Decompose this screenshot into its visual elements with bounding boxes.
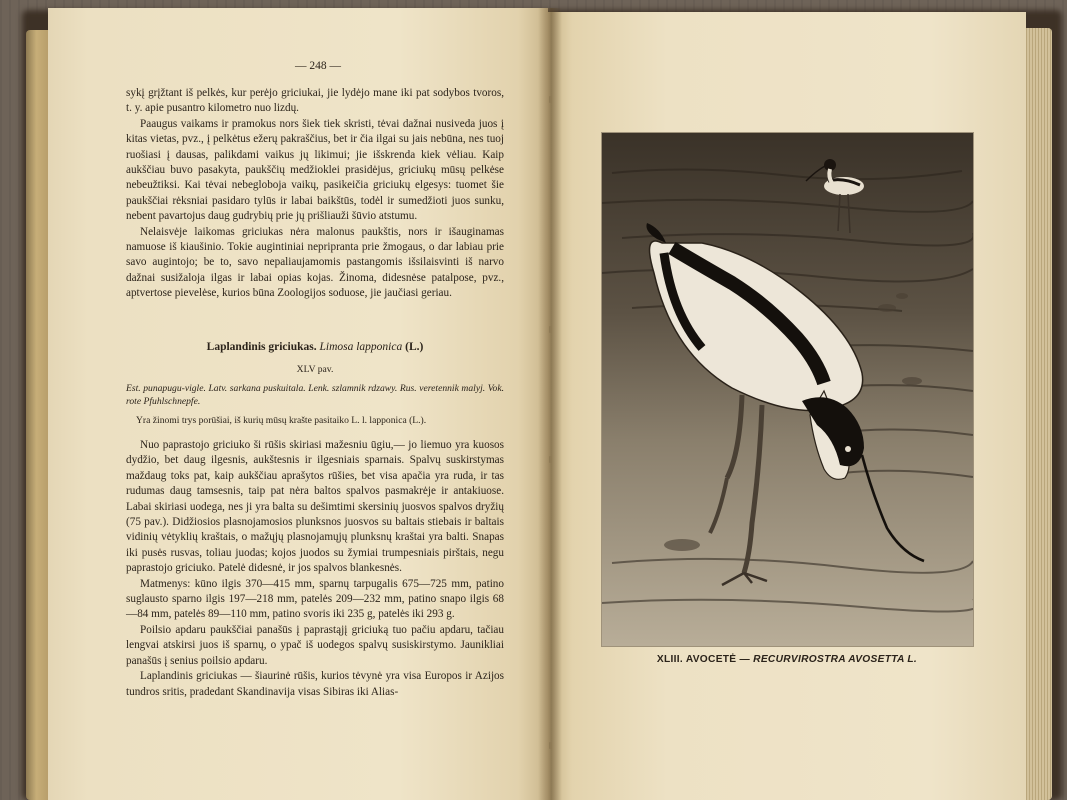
paragraph: Paaugus vaikams ir pramokus nors šiek tiek skristi, tėvai dažnai nusiveda juos į kitas vietas, pvz., į pelkėtus ežerų pakraščius, bet ir čia ilgai su jais nebūna, nes tuoj ruošiasi į dausas, palikdami vaikus jų likimui; jie išskrenda kiek vėliau. Kaip aukščiau buvo pasakyta, paukščių medžioklei prasidėjus, griciukų mūsų pelkėse nebeužtiksi. Kai tėvai nebegloboja vaikų, pasikeičia griciukų elgesys: tuomet šie paukščiai rėksniai pasidaro tylūs ir labai baikštūs, todėl ir sumedžioti juos sunku, nebent pavartojus daug gudrybių prie jų prišliauži šūvio atstumu. <box>126 117 504 223</box>
paragraph: Matmenys: kūno ilgis 370—415 mm, sparnų tarpugalis 675—725 mm, patino suglausto sparno ilgis 197—218 mm, patelės 209—232 mm, patino snapo ilgis 68—84 mm, patelės 89—110 mm, patino svoris iki 235 g, patelės iki 293 g. <box>126 577 504 621</box>
binding-stitch <box>549 96 552 103</box>
section-author: (L.) <box>405 341 424 353</box>
paragraph: Nelaisvėje laikomas griciukas nėra malonus paukštis, nors ir išauginamas namuose iš kiaušinio. Tokie augintiniai nepripranta prie žmogaus, o dar labiau prie savo augintojo; be to, savo nepaliaujamomis pastangomis išsilaisvinti iš narvo dažnai susižaloja ilgas ir labai opias kojas. Žinoma, didesnėse patalpose, pvz., aptvertose pievelėse, kurios būna Zoologijos soduose, jie jaučiasi geriau. <box>126 225 504 300</box>
plate-caption <box>600 654 974 665</box>
vernacular-names: Est. punapugu-vigle. Latv. sarkana puskuitala. Lenk. szlamnik rdzawy. Rus. veretennik malyj. Vok. rote Pfuhlschnepfe. <box>126 383 504 408</box>
body-text-bottom <box>126 438 504 700</box>
paragraph: Poilsio apdaru paukščiai panašūs į paprastąjį griciuką tuo pačiu apdaru, tačiau lengvai atskirsi juos iš sparnų, o ypač iš uodegos spalvų susiskirstymo. Jaunikliai panašūs į senius poilsio apdaru. <box>126 623 504 667</box>
paragraph: sykį grįžtant iš pelkės, kur perėjo griciukai, jie lydėjo mane iki pat sodybos tvoros, t. y. apie pusantro kilometro nuo lizdų. <box>126 87 504 115</box>
figure-reference: XLV pav. <box>296 364 334 376</box>
binding-stitch <box>549 456 552 463</box>
illustration-plate <box>601 132 974 647</box>
paragraph: Nuo paprastojo griciuko ši rūšis skiriasi mažesniu ūgiu,— jo liemuo yra kuosos dydžio, bet daug ilgesnis, aukštesnis ir ilgesniais sparnais. Spalvų suskirstymas maždaug toks pat, kaip aukščiau aprašytos rūšies, bet visa apačia yra ruda, ir tas rudumas daug tamsesnis, taip pat nėra baltos spalvos pasmakrėje ir antakiuose. Labai skiriasi uodega, nes ji yra balta su dešimtimi skersinių juosvos spalvos dryžių (75 pav.). Didžiosios plasnojamosios plunksnos juosvos su baltais stiebais ir baltais vidinių vėtyklių kraštais, o mažųjų plasnojamųjų plunksnų kraštai yra balti. Snapas iki pusės rusvas, toliau juodas; kojos juodos su žymiai trumpesniais pirštais, negu paprastojo griciuko. Patelė didesnė, ir jos spalvos blankesnės. <box>126 439 504 575</box>
subspecies-note: Yra žinomi trys porūšiai, iš kurių mūsų krašte pasitaiko L. l. lapponica (L.). <box>136 415 427 427</box>
section-latin-name: Limosa lapponica <box>319 341 403 353</box>
plate-caption-number: XLIII. AVOCETĖ — <box>656 654 751 665</box>
species-section-header <box>126 340 504 427</box>
page-stack-edge <box>1024 28 1052 800</box>
avocet-illustration <box>602 133 973 646</box>
book-gutter <box>538 8 562 800</box>
section-heading <box>126 340 504 355</box>
binding-stitch <box>549 742 552 749</box>
binding-stitch <box>549 326 552 333</box>
plate-caption-latin: RECURVIROSTRA AVOSETTA L. <box>753 654 918 665</box>
section-title: Laplandinis griciukas. <box>206 341 317 353</box>
paragraph: Laplandinis griciukas — šiaurinė rūšis, kurios tėvynė yra visa Europos ir Azijos tundros sritis, pradedant Skandinavija visas Sibiras iki Alias- <box>126 670 504 698</box>
body-text-top <box>126 86 504 302</box>
page-number: — 248 — <box>295 60 341 72</box>
